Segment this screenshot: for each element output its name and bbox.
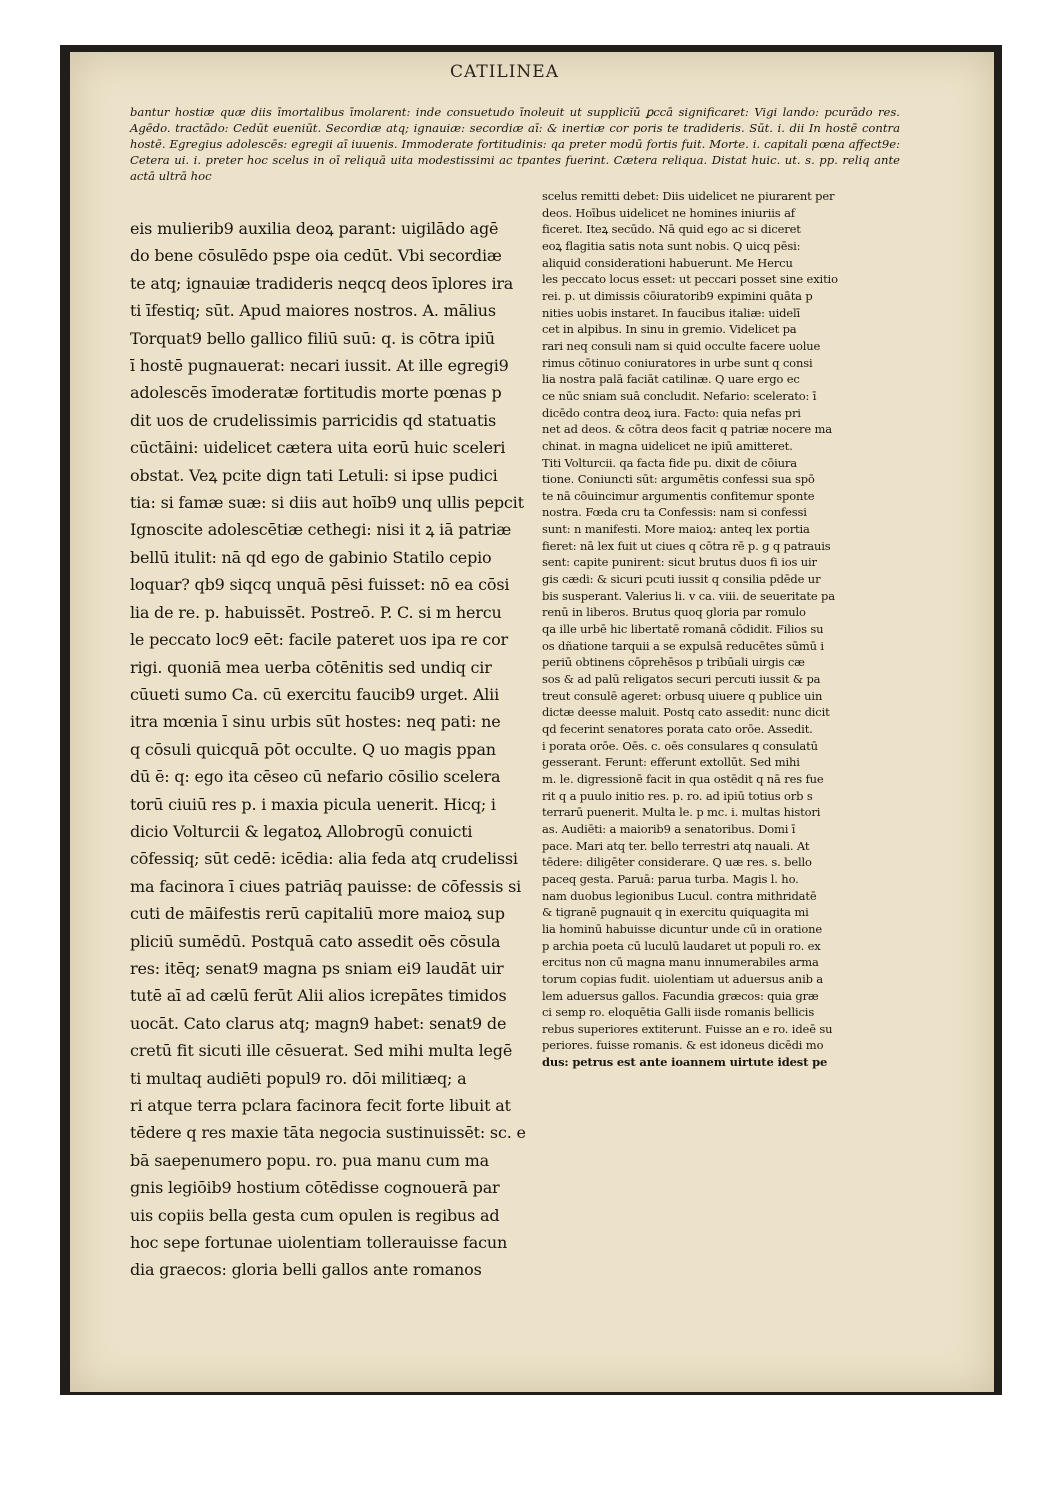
main-text-line: uis copiis bella gesta cum opulen is regibus ad (130, 1205, 500, 1225)
gloss-line: renū in liberos. Brutus quoq gloria par romulo (542, 605, 806, 620)
main-text-line: itra mœnia ī sinu urbis sūt hostes: neq pati: ne (130, 712, 501, 732)
gloss-line: & tigranē pugnauit q in exercitu quiquagita mi (542, 905, 809, 920)
gloss-line: scelus remitti debet: Diis uidelicet ne piurarent per (542, 189, 835, 203)
main-text-line: rigi. quoniā mea uerba cōtēnitis sed undiq cir (130, 657, 492, 677)
gloss-line: gis cædi: & sicuri pcuti iussit q consilia pdēde ur (542, 572, 821, 587)
gloss-line: eoꝝ flagitia satis nota sunt nobis. Q uicq pēsi: (542, 238, 801, 253)
gloss-line: lem aduersus gallos. Facundia græcos: quia græ (542, 988, 819, 1003)
main-text-line: Ignoscite adolescētiæ cethegi: nisi it ꝝ iā patriæ (130, 520, 512, 540)
main-text-line: uocāt. Cato clarus atq; magn9 habet: senat9 de (130, 1013, 507, 1033)
gloss-line: rit q a puulo initio res. p. ro. ad ipiū totius orb s (542, 788, 813, 803)
main-text-line: bā saepenumero popu. ro. pua manu cum ma (130, 1150, 489, 1170)
gloss-line: cet in alpibus. In sinu in gremio. Videlicet pa (542, 322, 797, 337)
gloss-line: treut consulē ageret: orbusq uiuere q publice uin (542, 688, 823, 703)
gloss-line: rimus cōtinuo coniuratores in urbe sunt q consi (542, 355, 813, 370)
gloss-line: gesserant. Ferunt: efferunt extollūt. Sed mihi (542, 755, 800, 770)
main-text-line: torū ciuiū res p. i maxia picula uenerit. Hicq; i (130, 794, 496, 814)
main-text-line: tia: si famæ suæ: si diis aut hoīb9 unq ullis pepcit (130, 493, 524, 513)
gloss-line: m. le. digressionē facit in qua ostēdit q nā res fue (542, 771, 824, 786)
gloss-line: qa ille urbē hic libertatē romanā cōdidit. Filios su (542, 622, 824, 637)
main-text-line: gnis legiōib9 hostium cōtēdisse cognouerā par (130, 1178, 500, 1198)
gloss-line: nam duobus legionibus Lucul. contra mithridatē (542, 888, 817, 903)
main-text-line: obstat. Veꝝ pcite dign tati Letuli: si ipse pudici (130, 465, 498, 485)
top-commentary (130, 104, 900, 184)
main-text-line: cūctāini: uidelicet cætera uita eorū huic sceleri (130, 438, 506, 458)
main-text-line: dit uos de crudelissimis parricidis qd statuatis (130, 410, 497, 430)
main-text-line: ri atque terra pclara facinora fecit forte libuit at (130, 1096, 511, 1115)
main-text-line: ī hostē pugnauerat: necari iussit. At ille egregi9 (130, 356, 509, 376)
main-text-line: ti multaq audiēti popul9 ro. dōi militiæq; a (130, 1068, 467, 1088)
gloss-line: Titi Volturcii. qa facta fide pu. dixit de cōiura (542, 455, 797, 470)
gloss-line: ficeret. Iteꝝ secūdo. Nā quid ego ac si diceret (542, 222, 801, 237)
main-text-line: res: itēq; senat9 magna ps sniam ei9 laudāt uir (130, 958, 504, 978)
main-text-line: eis mulierib9 auxilia deoꝝ parant: uigilādo agē (130, 219, 499, 238)
gloss-line: ercitus non cū magna manu innumerabiles arma (542, 955, 819, 970)
main-text-line: q cōsuli quicquā pōt occulte. Q uo magis ppan (130, 739, 496, 759)
gloss-line: torum copias fudit. uiolentiam ut aduersus anib a (542, 971, 824, 986)
commentary-paragraph: bantur hostiæ quæ diis īmortalibus īmolarent: inde consuetudo īnoleuit ut supplicĭū ꝑccā significaret: Vigi lando: pcurādo res. Agēdo. tractādo: Cedūt eueniūt. Secordiæ atq; ignauiæ: secordiæ aī: & inertiæ cor poris te tradideris. Sūt. i. dii In hostē contra hostē. Egregius adolescēs: egregii aī iuuenis. Immoderate fortitudinis: qa preter modū fortis fuit. Morte. i. capitali pœna affect9e: Cetera ui. i. preter hoc scelus in oī reliquā uita modestissimi ac tpantes fuerint. Cætera reliqua. Distat huic. ut. s. pp. reliq ante actā ultrā hoc (130, 105, 900, 183)
gloss-line: tione. Coniuncti sūt: argumētis confessi sua spō (542, 472, 815, 487)
main-text-line: le peccato loc9 eēt: facile pateret uos ipa re cor (130, 630, 509, 650)
gloss-line: os dñatione tarquii a se expulsā reducētes sūmū i (542, 638, 824, 653)
gloss-line: rebus superiores extiterunt. Fuisse an e ro. ideē su (542, 1021, 833, 1036)
gloss-line: bis susperant. Valerius li. v ca. viii. de seueritate pa (542, 588, 835, 603)
main-text-line: adolescēs īmoderatæ fortitudis morte pœnas p (130, 383, 502, 403)
main-text-line: Torquat9 bello gallico filiū suū: q. is cōtra ipiū (130, 328, 495, 348)
gloss-line: pace. Mari atq ter. bello terrestri atq nauali. At (542, 838, 810, 853)
gloss-line: rei. p. ut dimissis cōiuratorib9 expimini quāta p (542, 288, 813, 303)
gloss-line: i porata orōe. Oēs. c. oēs consulares q consulatū (542, 738, 818, 753)
gloss-line: sos & ad palū religatos securi percuti iussit & pa (542, 672, 821, 687)
gloss-line: dus: petrus est ante ioannem uirtute idest pe (542, 1055, 828, 1070)
gloss-line: dictæ deesse maluit. Postq cato assedit: nunc dicit (542, 705, 830, 720)
gloss-line: ce nūc sniam suā concludit. Nefario: scelerato: ī (542, 388, 817, 403)
main-text-line: pliciū sumēdū. Postquā cato assedit oēs cōsula (130, 931, 501, 951)
gloss-line: nostra. Fœda cru ta Confessis: nam si confessi (542, 505, 807, 520)
gloss-line: fieret: nā lex fuit ut ciues q cōtra rē p. g q patrauis (542, 538, 831, 553)
gloss-line: net ad deos. & cōtra deos facit q patriæ nocere ma (542, 422, 833, 437)
gloss-line: terrarū puenerit. Multa le. p mc. i. multas histori (542, 805, 821, 820)
main-text-line: lia de re. p. habuissēt. Postreō. P. C. si m hercu (130, 602, 502, 622)
gloss-line: te nā cōuincimur argumentis confitemur sponte (542, 488, 815, 503)
main-text-line: cūueti sumo Ca. cū exercitu faucib9 urget. Alii (130, 684, 500, 704)
gloss-line: lia nostra palā faciāt catilinæ. Q uare ergo ec (542, 372, 800, 387)
gloss-column (542, 188, 902, 1071)
main-text-line: do bene cōsulēdo pspe oia cedūt. Vbi secordiæ (130, 246, 502, 266)
main-text-line: cōfessiq; sūt cedē: icēdia: alia feda atq crudelissi (130, 849, 518, 869)
gloss-line: aliquid considerationi habuerunt. Me Hercu (542, 255, 793, 270)
main-text-line: loquar? qb9 siqcq unquā pēsi fuisset: nō ea cōsi (130, 575, 510, 595)
main-text-line: hoc sepe fortunae uiolentiam tollerauisse facun (130, 1233, 508, 1253)
gloss-line: paceq gesta. Paruā: parua turba. Magis l. ho. (542, 871, 799, 886)
main-text-line: tutē aī ad cælū ferūt Alii alios icrepātes timidos (130, 986, 507, 1006)
main-text-line: cuti de māifestis rerū capitaliū more maioꝝ sup (130, 904, 505, 924)
gloss-line: les peccato locus esset: ut peccari posset sine exitio (542, 272, 838, 287)
gloss-line: ci semp ro. eloquētia Galli iisde romanis bellicis (542, 1005, 815, 1020)
gloss-line: sunt: n manifesti. More maioꝝ: anteq lex portia (542, 522, 810, 537)
gloss-line: dicēdo contra deoꝝ iura. Facto: quia nefas pri (542, 405, 801, 420)
main-text-line: te atq; ignauiæ tradideris neqcq deos īplores ira (130, 273, 514, 293)
main-text-line: dia graecos: gloria belli gallos ante romanos (130, 1260, 482, 1280)
gloss-line: chinat. in magna uidelicet ne ipiū amitteret. (542, 438, 793, 453)
gloss-line: rari neq consuli nam si quid occulte facere uolue (542, 338, 821, 353)
gloss-line: as. Audiēti: a maiorib9 a senatoribus. Domi ī (542, 821, 796, 836)
gloss-line: p archia poeta cū luculū laudaret ut populi ro. ex (542, 938, 821, 953)
main-text-line: tēdere q res maxie tāta negocia sustinuissēt: sc. e (130, 1123, 526, 1143)
gloss-line: tēdere: diligēter considerare. Q uæ res. s. bello (542, 855, 812, 870)
main-text-line: dū ē: q: ego ita cēseo cū nefario cōsilio scelera (130, 767, 501, 787)
main-text-column (130, 215, 530, 1284)
main-text-line: ma facinora ī ciues patriāq pauisse: de cōfessis si (130, 876, 522, 896)
gloss-line: sent: capite punirent: sicut brutus duos fi ios uir (542, 555, 817, 570)
main-text-line: bellū itulit: nā qd ego de gabinio Statilo cepio (130, 547, 492, 567)
gloss-line: lia hominū habuisse dicuntur unde cū in oratione (542, 921, 823, 936)
main-text-line: ti īfestiq; sūt. Apud maiores nostros. A. mālius (130, 301, 496, 321)
gloss-line: periores. fuisse romanis. & est idoneus dicēdi mo (542, 1038, 824, 1053)
gloss-line: deos. Hoībus uidelicet ne homines iniuriis af (542, 205, 795, 220)
main-text-line: dicio Volturcii & legatoꝝ Allobrogū conuicti (130, 821, 473, 841)
gloss-line: nities uobis instaret. In faucibus italiæ: uidelī (542, 305, 801, 320)
main-text-line: cretū fit sicuti ille cēsuerat. Sed mihi multa legē (130, 1041, 513, 1061)
running-head: CATILINEA (450, 62, 559, 82)
gloss-line: qd fecerint senatores porata cato orōe. Assedit. (542, 722, 813, 736)
gloss-line: periū obtinens cōprehēsos p tribūali uirgis cæ (542, 655, 805, 670)
